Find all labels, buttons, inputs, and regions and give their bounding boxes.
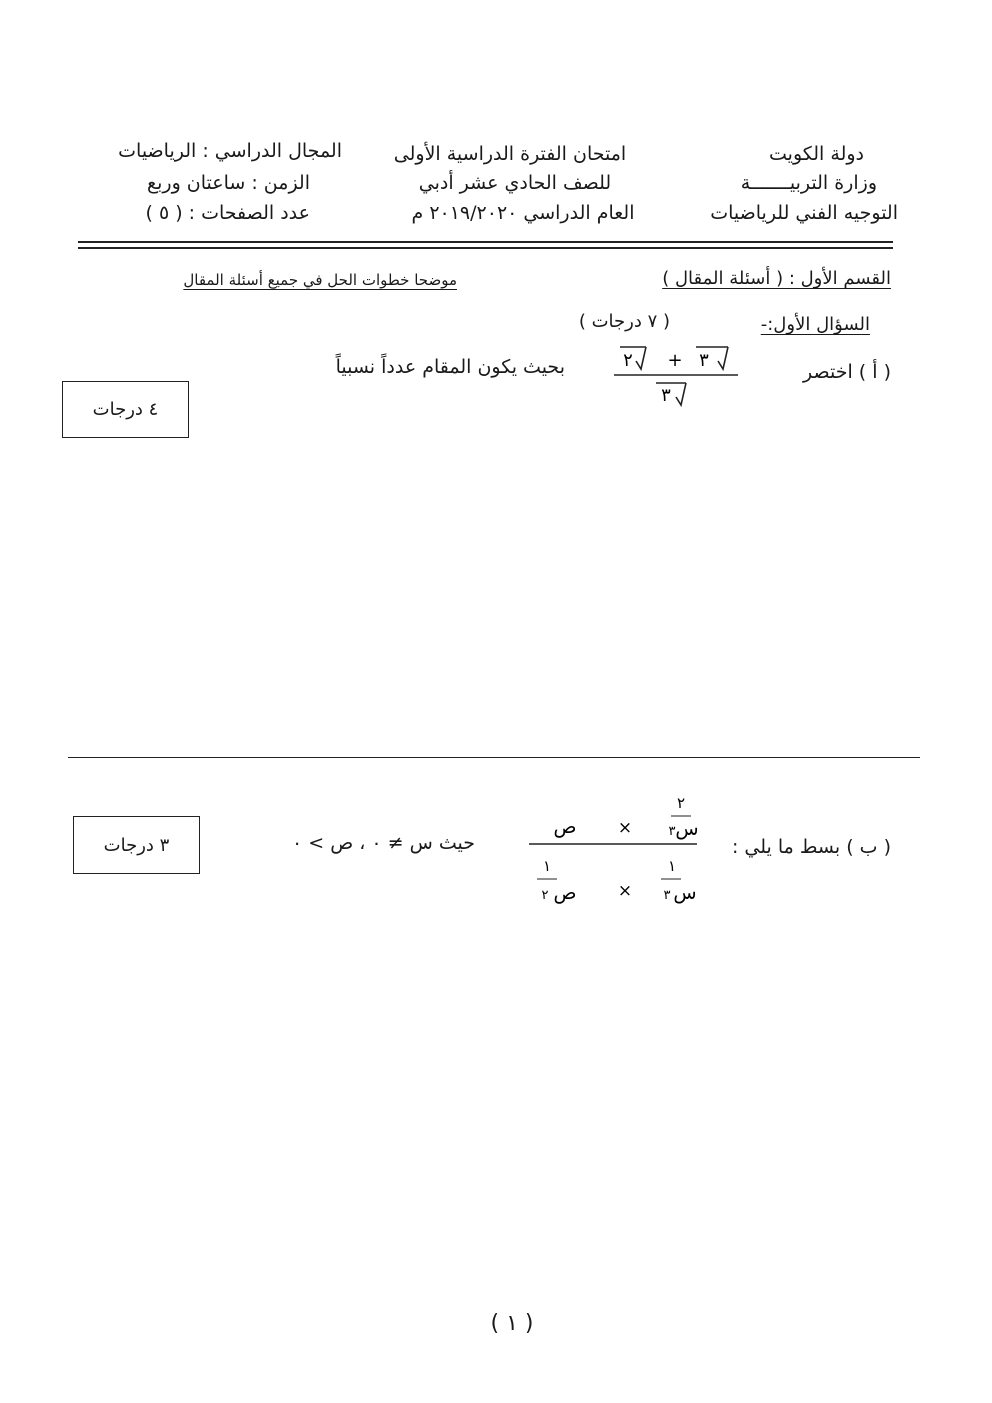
sqrt-icon — [636, 347, 646, 369]
part-b-den-times: × — [617, 881, 633, 901]
part-a-root-right-value: ٣ — [699, 350, 709, 371]
header-page-count: عدد الصفحات : ( ٥ ) — [145, 202, 310, 224]
part-a-plus: + — [667, 350, 683, 371]
part-b-expression — [525, 788, 705, 910]
part-divider — [68, 757, 920, 758]
header-rule-top — [78, 241, 893, 243]
part-a-score: ٤ درجات — [92, 399, 159, 420]
header-school-year: العام الدراسي ٢٠١٩/٢٠٢٠ م — [411, 202, 635, 224]
part-b-den-var-p: ص — [553, 882, 577, 904]
page-number: ( ١ ) — [490, 1311, 534, 1336]
question-title: السؤال الأول:- — [760, 314, 870, 335]
question-marks: ( ٧ درجات ) — [578, 311, 670, 332]
section-instruction: موضحا خطوات الحل في جميع أسئلة المقال — [183, 271, 457, 289]
header-subject: المجال الدراسي : الرياضيات — [118, 140, 342, 162]
header-ministry: وزارة التربيـــــــة — [740, 172, 877, 194]
header-country: دولة الكويت — [769, 143, 864, 165]
part-a-root-left-value: ٢ — [623, 350, 633, 371]
part-b-score-box — [73, 816, 200, 874]
sqrt-icon — [676, 383, 686, 405]
part-b-label: ( ب ) بسط ما يلي : — [731, 836, 891, 858]
part-b-den-exp2-bottom: ٢ — [541, 888, 549, 903]
header-rule-bottom — [78, 247, 893, 249]
header-duration: الزمن : ساعتان وربع — [147, 172, 310, 194]
part-a-label: ( أ ) اختصر — [803, 361, 891, 383]
header-grade: للصف الحادي عشر أدبي — [418, 172, 612, 194]
part-b-num-times: × — [617, 818, 633, 838]
part-b-den-exp2-top: ١ — [542, 857, 552, 875]
part-b-den-var-s: س — [673, 882, 697, 904]
part-b-score: ٣ درجات — [103, 834, 170, 856]
part-b-den-exp1-top: ١ — [667, 857, 677, 875]
part-b-condition: حيث س ≠ ٠ ، ص > ٠ — [292, 832, 475, 854]
header-department: التوجيه الفني للرياضيات — [710, 202, 898, 224]
part-b-num-var-p: ص — [553, 816, 577, 838]
section-title: القسم الأول : ( أسئلة المقال ) — [662, 268, 891, 289]
part-a-root-denominator-value: ٣ — [661, 385, 671, 406]
sqrt-icon — [718, 347, 728, 369]
part-b-num-exp-bottom: ٣ — [668, 824, 676, 839]
part-b-num-var-s: س — [675, 818, 699, 840]
header-exam-title: امتحان الفترة الدراسية الأولى — [393, 143, 627, 165]
part-a-score-box — [62, 381, 189, 438]
part-a-condition: بحيث يكون المقام عدداً نسبياً — [335, 356, 565, 378]
part-b-den-exp1-bottom: ٣ — [663, 888, 671, 903]
part-a-fraction — [600, 336, 750, 408]
part-b-num-exp-top: ٢ — [676, 794, 686, 812]
